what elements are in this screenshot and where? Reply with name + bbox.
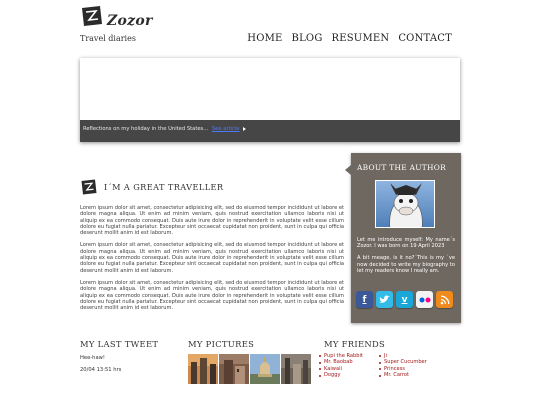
- logo-icon: [80, 178, 98, 196]
- pictures-heading: MY PICTURES: [188, 339, 255, 349]
- logo-icon: [80, 4, 104, 28]
- friend-link[interactable]: Mr. Carrot: [378, 372, 438, 378]
- nav-resumen[interactable]: RESUMEN: [331, 33, 390, 44]
- friend-link[interactable]: Ji: [378, 353, 438, 359]
- social-links: [356, 291, 453, 308]
- gallery-thumbnail[interactable]: [188, 354, 218, 384]
- friend-link[interactable]: Kaiwaii: [318, 366, 378, 372]
- flickr-icon[interactable]: [416, 291, 433, 308]
- vimeo-icon[interactable]: v: [396, 291, 413, 308]
- twitter-icon[interactable]: [376, 291, 393, 308]
- friend-link[interactable]: Pupi the Rabbit: [318, 353, 378, 359]
- main-nav: [247, 33, 452, 44]
- article-body: [80, 205, 344, 317]
- slider-caption-bar: [80, 120, 460, 142]
- slider-caption: Reflections on my holiday in the United States...: [83, 126, 209, 132]
- friend-link[interactable]: Mr. Baobab: [318, 359, 378, 365]
- rss-icon[interactable]: [436, 291, 453, 308]
- arrow-right-icon: [243, 127, 246, 131]
- see-article-link[interactable]: See article: [211, 126, 240, 132]
- article-header: [80, 178, 223, 196]
- friends-list: [318, 353, 438, 379]
- article-title: I´M A GREAT TRAVELLER: [104, 182, 224, 192]
- friends-column: [318, 353, 378, 379]
- about-author-panel: [351, 153, 461, 323]
- article-paragraph: Lorem ipsum dolor sit amet, consectetur adipisicing elit, sed do eiusmod tempor incididunt ut labore et dolore magna aliqua. Ut enim ad minim veniam, quis nostrud exercitation ullamco laboris nisi ut aliquip ex ea commodo consequat. Duis aute irure dolor in reprehenderit in voluptate velit esse cillum dolore eu fugiat nulla pariatur. Excepteur sint occaecat cupidatat non proident, sunt in culpa qui officia deserunt mollit anim id est laborum.: [80, 205, 344, 237]
- nav-contact[interactable]: CONTACT: [398, 33, 452, 44]
- article-paragraph: Lorem ipsum dolor sit amet, consectetur adipisicing elit, sed do eiusmod tempor incididunt ut labore et dolore magna aliqua. Ut enim ad minim veniam, quis nostrud exercitation ullamco laboris nisi ut aliquip ex ea commodo consequat. Duis aute irure dolor in reprehenderit in voluptate velit esse cillum dolore eu fugiat nulla pariatur. Excepteur sint occaecat cupidatat non proident, sunt in culpa qui officia deserunt mollit anim id est laborum.: [80, 279, 344, 312]
- picture-gallery: [188, 354, 311, 384]
- gallery-thumbnail[interactable]: [281, 354, 311, 384]
- friend-link[interactable]: Super Cucumber: [378, 359, 438, 365]
- site-tagline: Travel diaries: [80, 34, 136, 43]
- tweet-heading: MY LAST TWEET: [80, 339, 159, 349]
- friends-heading: MY FRIENDS: [324, 339, 386, 349]
- gallery-thumbnail[interactable]: [250, 354, 280, 384]
- facebook-icon[interactable]: f: [356, 291, 373, 308]
- about-title: ABOUT THE AUTHOR: [357, 163, 446, 172]
- nav-blog[interactable]: BLOG: [291, 33, 323, 44]
- logo-text: Zozor: [107, 13, 153, 29]
- featured-slider: [80, 58, 460, 142]
- friends-column: [378, 353, 438, 379]
- gallery-thumbnail[interactable]: [219, 354, 249, 384]
- logo[interactable]: [80, 4, 153, 32]
- article-paragraph: Lorem ipsum dolor sit amet, consectetur adipisicing elit, sed do eiusmod tempor incididunt ut labore et dolore magna aliqua. Ut enim ad minim veniam, quis nostrud exercitation ullamco laboris nisi ut aliquip ex ea commodo consequat. Duis aute irure dolor in reprehenderit in voluptate velit esse cillum dolore eu fugiat nulla pariatur. Excepteur sint occaecat cupidatat non proident, sunt in culpa qui officia deserunt mollit anim id est laborum.: [80, 242, 344, 274]
- about-intro: Let me introduce myself: My name´s Zozor. I was born on 19 April 2023: [357, 237, 455, 250]
- about-bio: A bit meage, is it no?´This is my ´ve now decided to write my biography to let my readers know I really am.: [357, 255, 455, 274]
- about-text: [357, 237, 455, 280]
- tweet-text: Hee-haw!: [80, 355, 105, 361]
- nav-home[interactable]: HOME: [247, 33, 283, 44]
- friend-link[interactable]: Doggy: [318, 372, 378, 378]
- tweet-time: 20/04 13:51 hrs: [80, 367, 122, 373]
- author-photo: [375, 180, 435, 228]
- friend-link[interactable]: Princess: [378, 366, 438, 372]
